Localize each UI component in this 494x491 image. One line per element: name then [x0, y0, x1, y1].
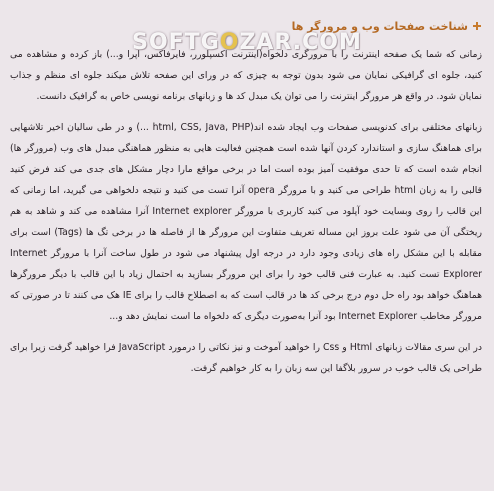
watermark-part-1: SOFTG	[132, 30, 220, 55]
section-heading-row	[10, 0, 482, 42]
watermark-part-2: O	[219, 30, 240, 55]
paragraph-series: در این سری مقالات زبانهای Html و Css را خواهید آموخت و نیز نکاتی را درمورد JavaScript فرا خواهید گرفت زیرا برای طراحی یک قالب خوب در سرور بلاگفا این سه زبان را به کار خواهیم گرفت.	[10, 342, 483, 374]
plus-bullet-icon	[472, 21, 482, 31]
paragraph-languages: زبانهای مختلفی برای کدنویسی صفحات وب ایجاد شده اند(html, CSS, Java, PHP ...) و در طی سالیان اخیر تلاشهایی برای هماهنگ سازی و استاندارد کردن آنها شده است همچنین فعالیت هایی به منظور هماهنگی مبدل های وب (مرورگر ها) انجام شده است که تا حدی موفقیت آمیز بوده است اما در برخی مواقع مارا دچار مشکل های جدی می کند فرض کنید قالبی را به زبان html طراحی می کنید و با مرورگر opera آنرا تست می کنید و نتیجه دلخواهی می گیرید، اما زمانی که این قالب را روی وبسایت خود آپلود می کنید کاربری با مرورگر Internet explorer آنرا مشاهده می کند و شاهد به هم ریختگی آن می شود علت بروز این مساله تعریف متفاوت این مرورگر ها از فاصله ها در برخی تگ ها (Tags) است برای مقابله با این مشکل راه های زیادی وجود دارد در درجه اول پیشنهاد می شود در طول ساخت آنرا با مرورگر Internet Explorer تست کنید. به عبارت فنی قالب خود را برای این مرورگر بسازید به احتمال زیاد با این قالب با دیگر مرورگرها هماهنگ خواهد بود راه حل دوم درج برخی کد ها در قالب است که به اصطلاح قالب را برای IE هک می کنند تا در صورتی که مرورگر مخاطب Internet Explorer بود آنرا به‌صورت دیگری که دلخواه ما است نمایش دهد و...	[10, 122, 483, 322]
paragraph-intro: زمانی که شما یک صفحه اینترنت را با مرورگری دلخواه(اینترنت اکسپلورر، فایرفاکس، اپرا و...) باز کرده و مشاهده می کنید، جلوه ای گرافیکی نمایان می شود بدون توجه به چیزی که در ورای این صفحه تلاش میکند جلوه ای منظم و جذاب نمایان شود. در واقع هر مرورگر اینترنت را می توان یک مبدل کد ها و زبانهای برنامه نویسی خاص به گرافیک دانست.	[10, 49, 482, 102]
watermark-part-3: ZAR.COM	[239, 30, 362, 55]
section-heading: شناخت صفحات وب و مرورگر ها	[291, 19, 468, 33]
